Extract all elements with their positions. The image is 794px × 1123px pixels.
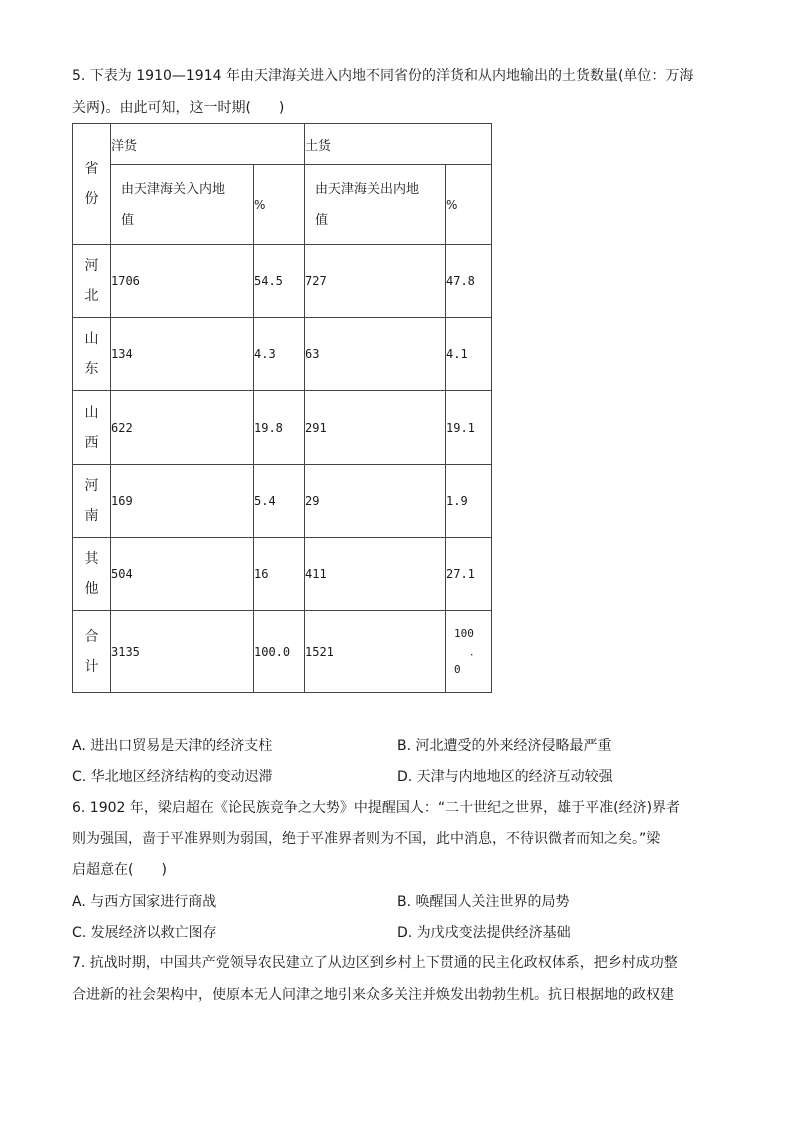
table-row-total: [73, 611, 492, 693]
province-cell: 合 计: [73, 611, 111, 693]
q5-stem-line-2: 关两)。由此可知，这一时期( ): [72, 100, 285, 116]
out-pct-cell: 19.1: [446, 391, 492, 465]
province-cell: 河 南: [73, 465, 111, 538]
out-value-cell: 291: [305, 391, 446, 465]
out-value-cell: 727: [305, 245, 446, 318]
q6-option-a[interactable]: A. 与西方国家进行商战: [72, 894, 217, 910]
group-header-foreign-goods: 洋货: [111, 124, 305, 165]
out-value-cell: 1521: [305, 611, 446, 693]
trade-table: [72, 123, 492, 693]
in-value-cell: 134: [111, 318, 254, 391]
province-cell: 其 他: [73, 538, 111, 611]
col-header-in-value: 由天津海关入内地 值: [111, 165, 254, 245]
table-row: [73, 245, 492, 318]
in-pct-cell: 16: [254, 538, 305, 611]
q7-stem-line-1: 7. 抗战时期，中国共产党领导农民建立了从边区到乡村上下贯通的民主化政权体系，把乡村成功整: [72, 955, 678, 971]
q5-option-a[interactable]: A. 进出口贸易是天津的经济支柱: [72, 738, 273, 754]
q6-option-b[interactable]: B. 唤醒国人关注世界的局势: [397, 894, 570, 910]
table-row: [73, 318, 492, 391]
q5-option-b[interactable]: B. 河北遭受的外来经济侵略最严重: [397, 738, 612, 754]
q6-stem-line-2: 则为强国，啬于平准界则为弱国，绝于平准界者则为不国，此中消息，不待识微者而知之矣。”梁: [72, 831, 661, 847]
in-pct-cell: 54.5: [254, 245, 305, 318]
col-header-out-pct: %: [446, 165, 492, 245]
q6-stem-line-1: 6. 1902 年，梁启超在《论民族竞争之大势》中提醒国人：“二十世纪之世界，雄于平准(经济)界者: [72, 800, 681, 816]
table-row: [73, 538, 492, 611]
q6-option-d[interactable]: D. 为戊戌变法提供经济基础: [397, 925, 571, 941]
out-value-cell: 411: [305, 538, 446, 611]
province-cell: 河 北: [73, 245, 111, 318]
in-value-cell: 622: [111, 391, 254, 465]
q5-stem-line-1: 5. 下表为 1910—1914 年由天津海关进入内地不同省份的洋货和从内地输出的土货数量(单位：万海: [72, 68, 694, 84]
in-pct-cell: 5.4: [254, 465, 305, 538]
in-value-cell: 1706: [111, 245, 254, 318]
q7-stem-line-2: 合进新的社会架构中，使原本无人问津之地引来众多关注并焕发出勃勃生机。抗日根据地的政权建: [72, 987, 674, 1003]
col-header-out-value: 由天津海关出内地 值: [305, 165, 446, 245]
in-pct-cell: 4.3: [254, 318, 305, 391]
table-header-row-2: [73, 165, 492, 245]
in-value-cell: 169: [111, 465, 254, 538]
group-header-native-goods: 土货: [305, 124, 492, 165]
out-pct-cell: 4.1: [446, 318, 492, 391]
province-cell: 山 东: [73, 318, 111, 391]
in-value-cell: 504: [111, 538, 254, 611]
out-pct-cell: 1.9: [446, 465, 492, 538]
q5-option-d[interactable]: D. 天津与内地地区的经济互动较强: [397, 769, 613, 785]
in-pct-cell: 100.0: [254, 611, 305, 693]
province-header: 省 份: [73, 124, 111, 245]
q6-stem-line-3: 启超意在( ): [72, 862, 167, 878]
q5-option-c[interactable]: C. 华北地区经济结构的变动迟滞: [72, 769, 273, 785]
in-pct-cell: 19.8: [254, 391, 305, 465]
out-pct-cell: 27.1: [446, 538, 492, 611]
table-row: [73, 391, 492, 465]
col-header-in-pct: %: [254, 165, 305, 245]
in-value-cell: 3135: [111, 611, 254, 693]
out-pct-cell: 47.8: [446, 245, 492, 318]
table-header-row-1: [73, 124, 492, 165]
out-value-cell: 29: [305, 465, 446, 538]
q6-option-c[interactable]: C. 发展经济以救亡图存: [72, 925, 217, 941]
province-cell: 山 西: [73, 391, 111, 465]
out-value-cell: 63: [305, 318, 446, 391]
out-pct-cell: 100 ． 0: [446, 611, 492, 693]
table-row: [73, 465, 492, 538]
